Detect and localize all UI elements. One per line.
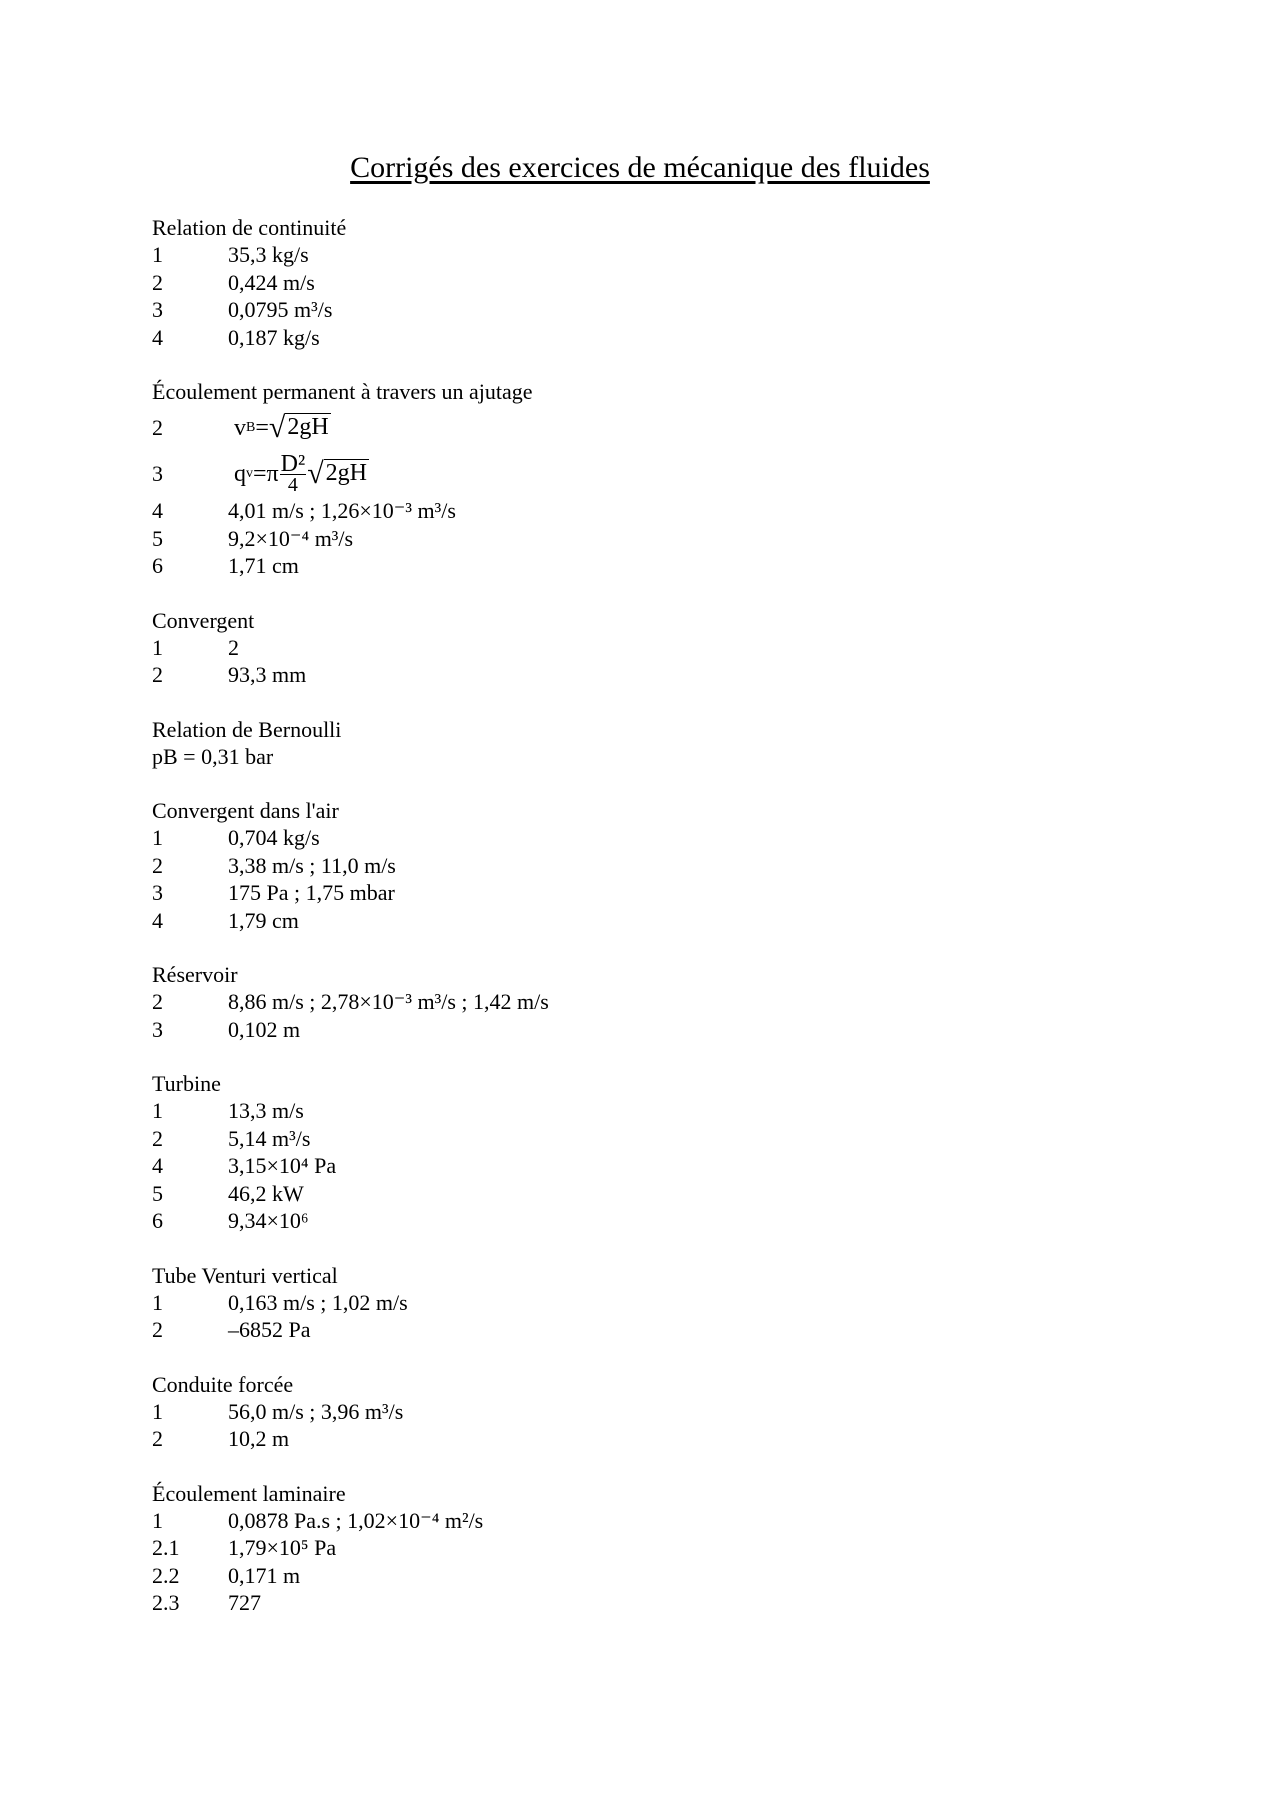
question-number: 6 [152,1208,163,1233]
answers-document [152,214,1152,1644]
answer-value: 9,2×10⁻⁴ m³/s [228,525,354,551]
question-number: 1 [152,242,163,267]
answer-value: 9,34×10⁶ [228,1208,309,1233]
answer-row [152,1425,1152,1453]
question-number: 3 [152,297,163,322]
question-number: 5 [152,1180,163,1206]
question-number: 1 [152,825,163,850]
question-number: 1 [152,1098,163,1123]
question-number: 4 [152,324,163,350]
answer-row [152,1016,1152,1044]
answer-value: 727 [228,1590,261,1615]
formula-qv: q v =π $\frac{\text{D²}}{4}$ √ 2gH [234,450,367,496]
section-heading: Tube Venturi vertical [152,1262,338,1288]
answer-row [152,1316,1152,1344]
answer-row [152,879,1152,907]
answer-row [152,451,1152,497]
answer-row [152,552,1152,580]
question-number: 1 [152,1507,163,1533]
section-heading: Écoulement permanent à travers un ajutage [152,379,533,404]
answer-row [152,405,1152,451]
answer-row [152,1534,1152,1562]
question-number: 3 [152,461,163,486]
question-number: 2.2 [152,1562,180,1588]
answer-value: 35,3 kg/s [228,242,309,267]
answer-row [152,1180,1152,1208]
question-number: 4 [152,1153,163,1178]
section-venturi [152,1262,1152,1344]
section-reservoir [152,961,1152,1043]
section-heading: Écoulement laminaire [152,1480,346,1506]
answer-value: 0,0878 Pa.s ; 1,02×10⁻⁴ m²/s [228,1507,484,1533]
answer-row [152,852,1152,880]
answer-value: –6852 Pa [228,1317,311,1342]
question-number: 5 [152,525,163,551]
section-heading: Réservoir [152,962,238,987]
question-number: 2.1 [152,1535,180,1560]
answer-row [152,1125,1152,1153]
answer-row [152,1507,1152,1535]
answer-value: 46,2 kW [228,1180,304,1206]
answer-value: 13,3 m/s [228,1098,304,1123]
section-bernoulli [152,716,1152,771]
question-number: 2 [152,415,163,440]
question-number: 2 [152,1426,163,1451]
section-laminaire [152,1480,1152,1617]
question-number: 1 [152,1398,163,1424]
answer-row [152,1398,1152,1426]
question-number: 1 [152,634,163,660]
page-title: Corrigés des exercices de mécanique des fluides [350,151,930,184]
question-number: 2 [152,662,163,687]
answer-value: 0,0795 m³/s [228,297,333,322]
answer-row [152,634,1152,662]
section-conduite [152,1371,1152,1453]
question-number: 2.3 [152,1590,180,1615]
section-heading: Convergent dans l'air [152,798,339,823]
question-number: 2 [152,1125,163,1151]
question-number: 6 [152,553,163,578]
answer-value: 0,424 m/s [228,269,315,295]
answer-row [152,1289,1152,1317]
answer-value: 56,0 m/s ; 3,96 m³/s [228,1398,404,1424]
section-convergent [152,607,1152,689]
answer-row [152,743,1152,771]
answer-value: 0,163 m/s ; 1,02 m/s [228,1289,408,1315]
answer-value: 0,704 kg/s [228,825,320,850]
answer-value: 3,38 m/s ; 11,0 m/s [228,852,396,878]
section-heading: Relation de continuité [152,215,347,240]
section-ajutage [152,378,1152,580]
answer-row [152,525,1152,553]
answer-value: 3,15×10⁴ Pa [228,1153,337,1178]
question-number: 3 [152,1016,163,1042]
answer-row [152,296,1152,324]
answer-row [152,497,1152,525]
question-number: 4 [152,498,163,523]
answer-row [152,241,1152,269]
section-heading: Relation de Bernoulli [152,716,342,742]
answer-row [152,1152,1152,1180]
answer-value: pB = 0,31 bar [152,743,274,769]
section-heading: Conduite forcée [152,1371,294,1397]
question-number: 4 [152,907,163,933]
answer-row [152,907,1152,935]
answer-value: 175 Pa ; 1,75 mbar [228,880,395,905]
answer-value: 0,187 kg/s [228,324,320,350]
answer-row [152,269,1152,297]
question-number: 2 [152,1317,163,1342]
formula-vb: v B = √ 2gH [234,411,329,444]
answer-value: 10,2 m [228,1426,290,1451]
question-number: 2 [152,269,163,295]
section-heading: Convergent [152,607,255,633]
answer-value: 0,171 m [228,1562,301,1588]
question-number: 2 [152,989,163,1014]
answer-value: 4,01 m/s ; 1,26×10⁻³ m³/s [228,498,456,523]
answer-value: 1,71 cm [228,553,299,578]
answer-value: 0,102 m [228,1016,301,1042]
answer-row [152,1562,1152,1590]
answer-value: 1,79×10⁵ Pa [228,1535,337,1560]
answer-row [152,324,1152,352]
answer-value: 2 [228,634,239,660]
question-number: 2 [152,852,163,878]
section-turbine [152,1070,1152,1235]
answer-value: 93,3 mm [228,662,307,687]
question-number: 1 [152,1289,163,1315]
answer-value: 1,79 cm [228,907,299,933]
answer-row [152,824,1152,852]
answer-row [152,1589,1152,1617]
answer-row [152,661,1152,689]
section-continuite [152,214,1152,351]
answer-row [152,988,1152,1016]
section-heading: Turbine [152,1071,221,1096]
section-convergent-air [152,797,1152,934]
question-number: 3 [152,880,163,905]
answer-value: 8,86 m/s ; 2,78×10⁻³ m³/s ; 1,42 m/s [228,989,549,1014]
answer-row [152,1097,1152,1125]
answer-row [152,1207,1152,1235]
answer-value: 5,14 m³/s [228,1125,311,1151]
